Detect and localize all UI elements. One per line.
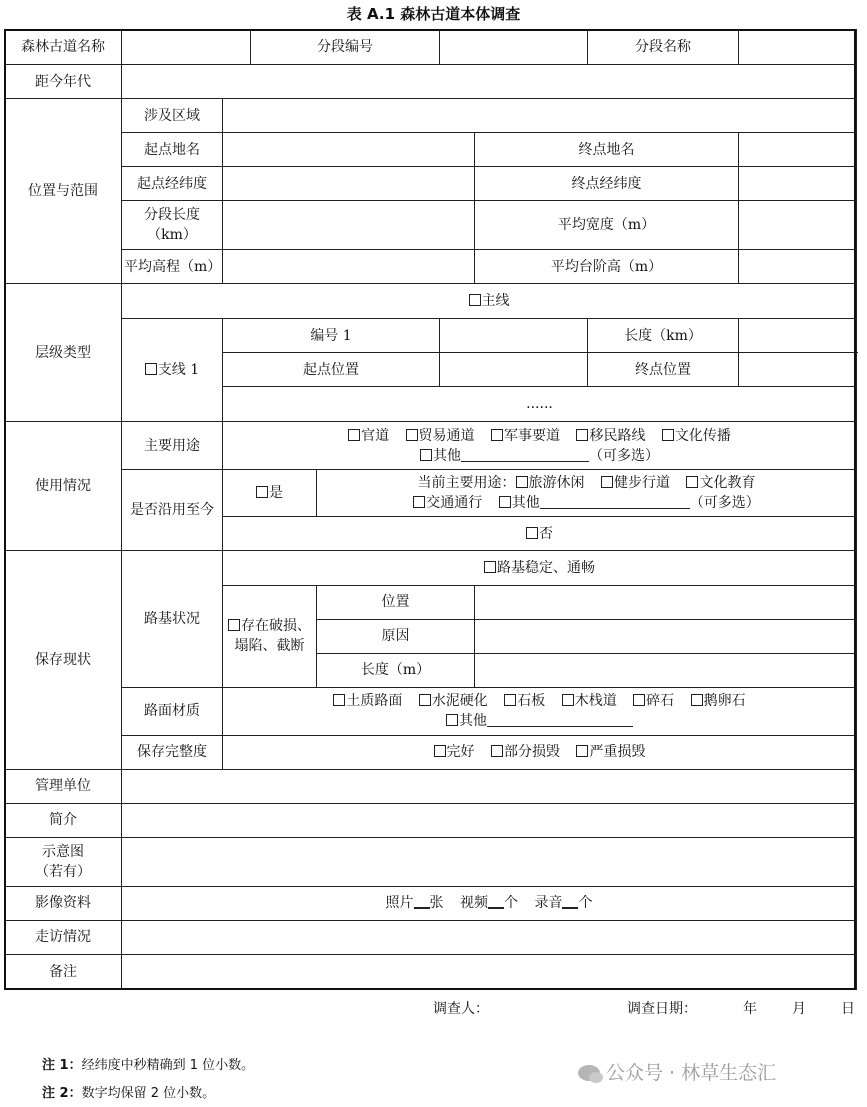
branch-no-label: 编号 1 xyxy=(223,319,440,353)
current-use-options[interactable]: 当前主要用途： 旅游休闲 健步行道 文化教育 交通通行 其他 （可多选） xyxy=(317,470,857,517)
damage-position-label: 位置 xyxy=(317,585,475,619)
main-use-opt-2[interactable]: 贸易通道 xyxy=(406,428,475,444)
main-use-other[interactable]: 其他 xyxy=(420,448,461,464)
era-label: 距今年代 xyxy=(5,65,122,99)
current-other[interactable]: 其他 xyxy=(499,495,540,511)
roadbed-stable[interactable]: 路基稳定、通畅 xyxy=(223,551,857,585)
surveyor-label: 调查人： xyxy=(433,1001,489,1017)
area-label: 涉及区域 xyxy=(122,99,223,133)
name-label: 森林古道名称 xyxy=(5,30,122,65)
branch-end-label: 终点位置 xyxy=(588,353,739,387)
seg-name-label: 分段名称 xyxy=(588,30,739,65)
roadbed-damaged[interactable]: 存在破损、 塌陷、截断 xyxy=(223,585,317,687)
current-opt-2[interactable]: 健步行道 xyxy=(601,475,670,491)
date-year: 年 xyxy=(743,1001,757,1017)
integrity-opt-1[interactable]: 完好 xyxy=(434,744,475,760)
level-group-label: 层级类型 xyxy=(5,284,122,422)
still-used-yes[interactable]: 是 xyxy=(223,470,317,517)
main-use-opt-4[interactable]: 移民路线 xyxy=(576,428,645,444)
seg-no-label: 分段编号 xyxy=(251,30,440,65)
date-day: 日 xyxy=(841,1001,855,1017)
seg-length-label: 分段长度 （km） xyxy=(122,201,223,250)
branch-line-checkbox[interactable]: 支线 1 xyxy=(122,319,223,422)
still-used-no[interactable]: 否 xyxy=(223,517,857,551)
sketch-label: 示意图 （若有） xyxy=(5,837,122,886)
table-outer-border xyxy=(4,29,856,990)
mgmt-label: 管理单位 xyxy=(5,769,122,803)
intro-label: 简介 xyxy=(5,803,122,837)
branch-ellipsis: ...... xyxy=(223,387,857,422)
note-1: 注 1：经纬度中秒精确到 1 位小数。 xyxy=(42,1058,255,1073)
surface-label: 路面材质 xyxy=(122,687,223,735)
integrity-opt-3[interactable]: 严重损毁 xyxy=(576,744,645,760)
current-opt-3[interactable]: 文化教育 xyxy=(686,475,755,491)
status-group-label: 保存现状 xyxy=(5,551,122,769)
current-opt-1[interactable]: 旅游休闲 xyxy=(516,475,585,491)
end-name-label: 终点地名 xyxy=(475,133,739,167)
main-line-checkbox[interactable]: 主线 xyxy=(122,284,857,319)
survey-date-label: 调查日期： xyxy=(627,1001,697,1017)
surface-other[interactable]: 其他 xyxy=(446,713,487,729)
avg-altitude-label: 平均高程（m） xyxy=(122,250,223,284)
surface-opt-1[interactable]: 土质路面 xyxy=(333,693,402,709)
start-name-label: 起点地名 xyxy=(122,133,223,167)
surface-opt-4[interactable]: 木栈道 xyxy=(562,693,617,709)
visit-label: 走访情况 xyxy=(5,920,122,954)
surface-opt-2[interactable]: 水泥硬化 xyxy=(419,693,488,709)
surface-opt-3[interactable]: 石板 xyxy=(504,693,545,709)
integrity-opt-2[interactable]: 部分损毁 xyxy=(491,744,560,760)
main-use-label: 主要用途 xyxy=(122,422,223,470)
avg-step-label: 平均台阶高（m） xyxy=(475,250,739,284)
multi-note: （可多选） xyxy=(589,447,659,464)
main-use-opt-5[interactable]: 文化传播 xyxy=(662,428,731,444)
media-label: 影像资料 xyxy=(5,886,122,920)
end-coord-label: 终点经纬度 xyxy=(475,167,739,201)
location-group-label: 位置与范围 xyxy=(5,99,122,284)
surface-opt-5[interactable]: 碎石 xyxy=(633,693,674,709)
branch-length-label: 长度（km） xyxy=(588,319,739,353)
wechat-icon xyxy=(578,1065,600,1081)
main-use-opt-3[interactable]: 军事要道 xyxy=(491,428,560,444)
table-title: 表 A.1 森林古道本体调查 xyxy=(346,5,521,23)
integrity-label: 保存完整度 xyxy=(122,735,223,769)
remark-label: 备注 xyxy=(5,954,122,989)
media-field[interactable]: 照片 张 视频 个 录音 个 xyxy=(122,886,857,920)
note-2: 注 2：数字均保留 2 位小数。 xyxy=(42,1086,216,1101)
current-opt-4[interactable]: 交通通行 xyxy=(413,495,482,511)
start-coord-label: 起点经纬度 xyxy=(122,167,223,201)
date-month: 月 xyxy=(792,1001,806,1017)
damage-length-label: 长度（m） xyxy=(317,653,475,687)
still-used-label: 是否沿用至今 xyxy=(122,470,223,551)
surface-opt-6[interactable]: 鹅卵石 xyxy=(691,693,746,709)
damage-cause-label: 原因 xyxy=(317,619,475,653)
main-use-opt-1[interactable]: 官道 xyxy=(348,428,389,444)
roadbed-label: 路基状况 xyxy=(122,551,223,687)
branch-start-label: 起点位置 xyxy=(223,353,440,387)
usage-group-label: 使用情况 xyxy=(5,422,122,551)
avg-width-label: 平均宽度（m） xyxy=(475,201,739,250)
watermark: 公众号 · 林草生态汇 xyxy=(578,1058,776,1085)
